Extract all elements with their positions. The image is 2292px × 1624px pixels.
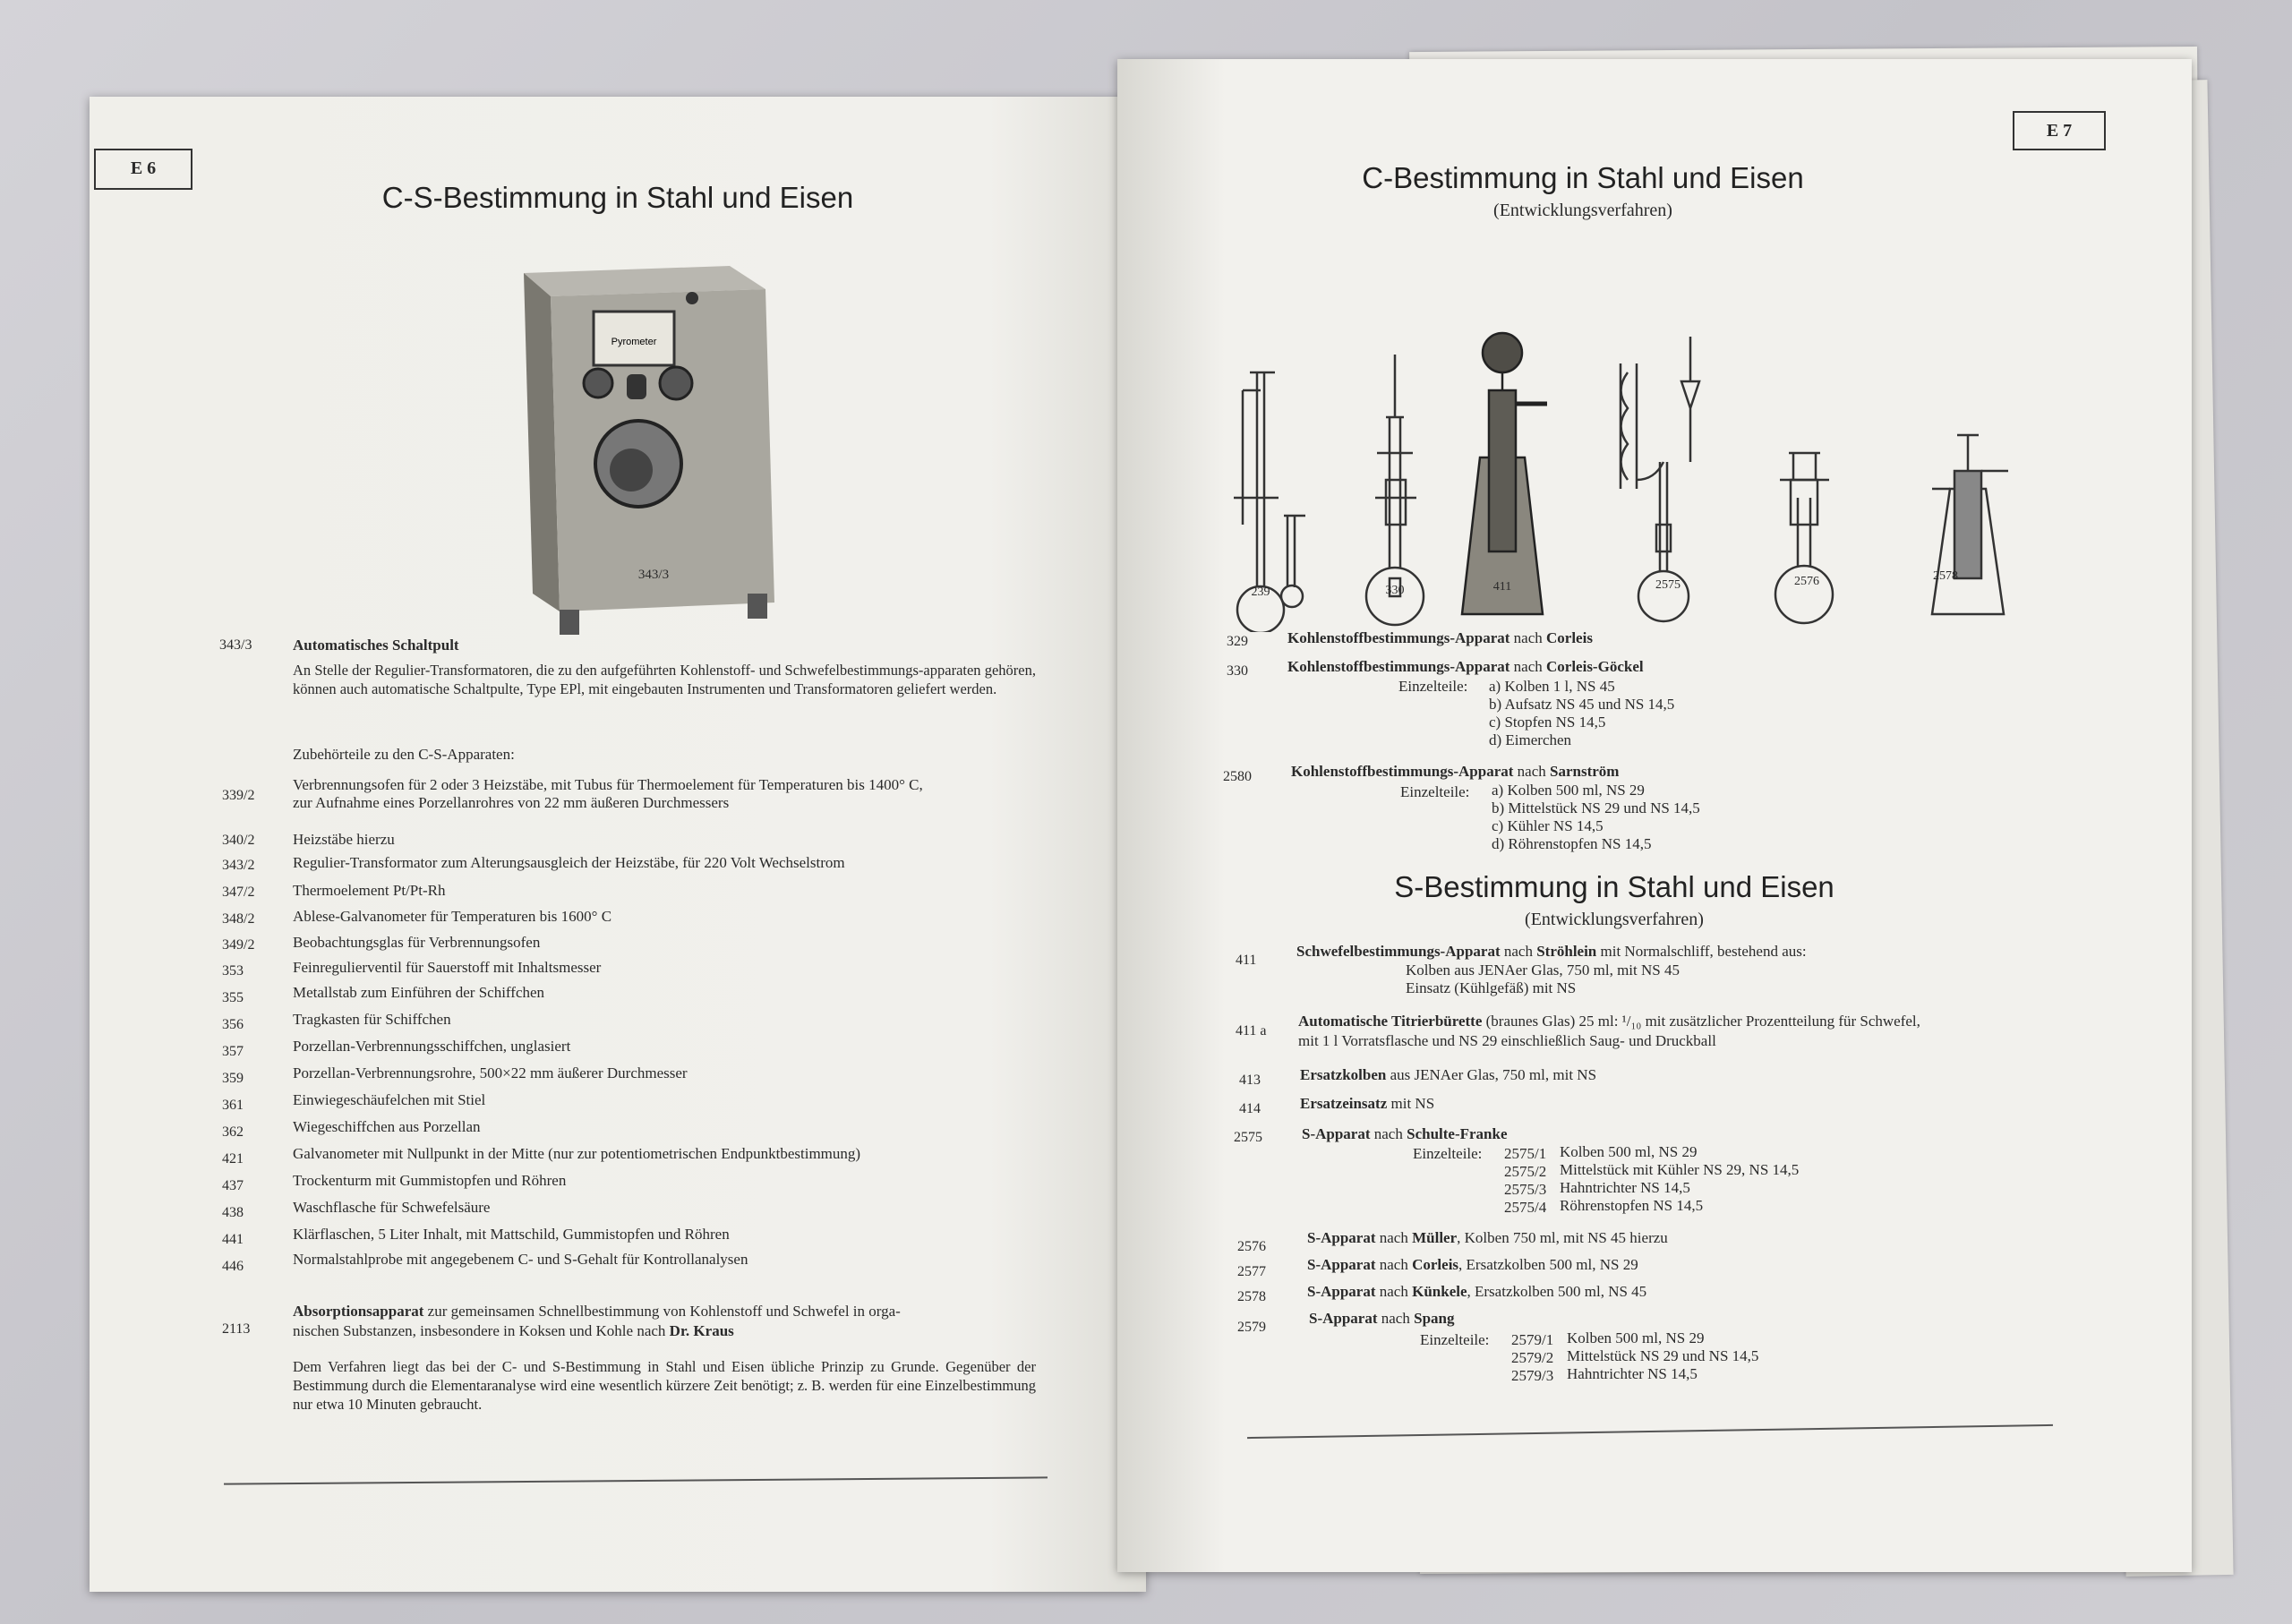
entry-413	[1300, 1065, 1596, 1084]
part-item: Kolben 500 ml, NS 29	[1560, 1143, 1698, 1160]
apparatus-label: 2578	[1933, 569, 1958, 583]
entry-conjunction: nach	[1375, 1229, 1413, 1246]
entry-2579	[1309, 1309, 1454, 1328]
item-number: 353	[222, 963, 244, 979]
part-number: 2579/1	[1511, 1331, 1554, 1348]
entry-number: 2578	[1237, 1289, 1266, 1304]
entry-text: aus JENAer Glas, 750 ml, mit NS	[1386, 1066, 1597, 1083]
entry-title: Ersatzeinsatz	[1300, 1095, 1388, 1112]
entry-conjunction: nach	[1377, 1310, 1415, 1327]
item-text: Thermoelement Pt/Pt-Rh	[293, 882, 446, 899]
left-page	[90, 97, 1146, 1592]
entry-line: mit 1 l Vorratsflasche und NS 29 einschließlich Saug- und Druckball	[1298, 1032, 1716, 1049]
item-number: 339/2	[222, 788, 255, 803]
entry-number: 414	[1239, 1101, 1261, 1116]
bottom-rule	[1247, 1424, 2053, 1439]
parts-label: Einzelteile:	[1413, 1145, 1483, 1162]
item-text: Wiegeschiffchen aus Porzellan	[293, 1118, 481, 1135]
entry-title: S-Apparat	[1309, 1310, 1378, 1327]
section-title-s: S-Bestimmung in Stahl und Eisen	[1394, 870, 1834, 903]
schaltpult-photo	[506, 262, 846, 656]
item-text: Feinregulierventil für Sauerstoff mit Inhaltsmesser	[293, 959, 602, 976]
item-text: Verbrennungsofen für 2 oder 3 Heizstäbe, mit Tubus für Thermoelement für Temperaturen bis 1400° C,	[293, 776, 923, 793]
item-number: 357	[222, 1044, 244, 1059]
entry-conjunction: nach	[1375, 1256, 1413, 1273]
item-text: Ablese-Galvanometer für Temperaturen bis 1600° C	[293, 908, 612, 925]
item-number: 359	[222, 1071, 244, 1086]
entry-number: 329	[1227, 634, 1248, 649]
entry-2575	[1302, 1124, 1508, 1143]
entry-number: 411 a	[1236, 1023, 1267, 1039]
entry-title: Ersatzkolben	[1300, 1066, 1387, 1083]
entry-text: , Ersatzkolben 500 ml, NS 45	[1467, 1283, 1647, 1300]
apparatus-label: 2575	[1655, 578, 1681, 592]
parts-label: Einzelteile:	[1398, 678, 1468, 695]
entry-author: Corleis-Göckel	[1546, 658, 1644, 675]
item-number: 343/2	[222, 858, 255, 873]
apparatus-label: 239	[1251, 585, 1270, 599]
item-text: Tragkasten für Schiffchen	[293, 1011, 451, 1028]
entry-title: Automatische Titrierbürette	[1298, 1013, 1483, 1030]
entry-title: Schwefelbestimmungs-Apparat	[1296, 943, 1501, 960]
entry-text: , Kolben 750 ml, mit NS 45 hierzu	[1457, 1229, 1668, 1246]
apparatus-2576-drawing	[1775, 453, 1833, 623]
item-text: Trockenturm mit Gummistopfen und Röhren	[293, 1172, 567, 1189]
item-text: Klärflaschen, 5 Liter Inhalt, mit Mattschild, Gummistopfen und Röhren	[293, 1226, 730, 1243]
entry-text-continued: nischen Substanzen, insbesondere in Koksen und Kohle nach	[293, 1322, 670, 1339]
entry-number: 2575	[1234, 1130, 1262, 1145]
entry-number: 413	[1239, 1073, 1261, 1088]
entry-author: Spang	[1414, 1310, 1455, 1327]
part-item: d) Röhrenstopfen NS 14,5	[1492, 835, 1652, 852]
item-text: Porzellan-Verbrennungsrohre, 500×22 mm äußerer Durchmesser	[293, 1064, 688, 1081]
item-text: Heizstäbe hierzu	[293, 831, 395, 848]
item-number: 349/2	[222, 937, 255, 953]
item-number: 421	[222, 1151, 244, 1167]
part-number: 2575/1	[1504, 1145, 1547, 1162]
item-text: Normalstahlprobe mit angegebenem C- und S-Gehalt für Kontrollanalysen	[293, 1251, 748, 1268]
part-item: Röhrenstopfen NS 14,5	[1560, 1197, 1704, 1214]
entry-2113-line2	[293, 1321, 734, 1340]
parts-label: Einzelteile:	[1400, 783, 1470, 800]
item-number: 347/2	[222, 885, 255, 900]
entry-conjunction: nach	[1509, 629, 1546, 646]
entry-author: Ströhlein	[1536, 943, 1597, 960]
entry-line: Kolben aus JENAer Glas, 750 ml, mit NS 45	[1406, 962, 1680, 979]
apparatus-label: 2576	[1794, 575, 1819, 588]
item-number: 355	[222, 990, 244, 1005]
entry-411	[1296, 942, 1807, 961]
entry-text: (braunes Glas) 25 ml: ¹/₁₀ mit zusätzlicher Prozentteilung für Schwefel,	[1482, 1013, 1920, 1030]
part-item: c) Stopfen NS 14,5	[1489, 714, 1606, 731]
entry-number: 2577	[1237, 1264, 1266, 1279]
entry-author: Müller	[1412, 1229, 1458, 1246]
apparatus-label: 411	[1492, 580, 1512, 594]
entry-2577	[1307, 1255, 1638, 1274]
item-number: 362	[222, 1124, 244, 1140]
entry-2580	[1291, 762, 1619, 781]
page-label: E 6	[94, 149, 192, 190]
part-item: d) Eimerchen	[1489, 731, 1572, 748]
item-text: Einwiegeschäufelchen mit Stiel	[293, 1091, 486, 1108]
part-item: Kolben 500 ml, NS 29	[1567, 1329, 1705, 1346]
entry-411a	[1298, 1012, 1920, 1030]
entry-title: S-Apparat	[1302, 1125, 1371, 1142]
meter-label: Pyrometer	[611, 337, 657, 347]
part-item: c) Kühler NS 14,5	[1492, 817, 1604, 834]
part-number: 2575/4	[1504, 1199, 1547, 1216]
entry-414	[1300, 1094, 1434, 1113]
item-number: 348/2	[222, 911, 255, 927]
item-number: 437	[222, 1178, 244, 1193]
section-subtitle-s: (Entwicklungsverfahren)	[1525, 910, 1704, 929]
part-item: a) Kolben 1 l, NS 45	[1489, 678, 1615, 695]
entry-text: mit NS	[1387, 1095, 1435, 1112]
entry-text: , Ersatzkolben 500 ml, NS 29	[1458, 1256, 1638, 1273]
section-subtitle-c: (Entwicklungsverfahren)	[1493, 201, 1672, 220]
entry-title: Absorptionsapparat	[293, 1303, 424, 1320]
entry-330	[1287, 657, 1644, 676]
page-title: C-S-Bestimmung in Stahl und Eisen	[381, 181, 854, 214]
bottom-rule	[224, 1476, 1048, 1484]
entry-title: S-Apparat	[1307, 1229, 1376, 1246]
entry-329	[1287, 628, 1593, 647]
entry-number: 2579	[1237, 1320, 1266, 1335]
part-item: b) Aufsatz NS 45 und NS 14,5	[1489, 696, 1675, 713]
entry-title: Kohlenstoffbestimmungs-Apparat	[1287, 658, 1510, 675]
entry-2113-line1	[293, 1302, 901, 1321]
entry-title: Kohlenstoffbestimmungs-Apparat	[1287, 629, 1510, 646]
item-text: Beobachtungsglas für Verbrennungsofen	[293, 934, 541, 951]
entry-conjunction: nach	[1500, 943, 1537, 960]
part-number: 2575/2	[1504, 1163, 1547, 1180]
item-number: 361	[222, 1098, 244, 1113]
entry-text: mit Normalschliff, bestehend aus:	[1596, 943, 1807, 960]
item-text: Metallstab zum Einführen der Schiffchen	[293, 984, 545, 1001]
entry-number: 2580	[1223, 769, 1252, 784]
item-number: 441	[222, 1232, 244, 1247]
part-item: Hahntrichter NS 14,5	[1567, 1365, 1698, 1382]
item-number: 356	[222, 1017, 244, 1032]
parts-label: Einzelteile:	[1420, 1331, 1490, 1348]
item-text: Waschflasche für Schwefelsäure	[293, 1199, 491, 1216]
part-item: a) Kolben 500 ml, NS 29	[1492, 782, 1645, 799]
item-text: Galvanometer mit Nullpunkt in der Mitte (nur zur potentiometrischen Endpunktbestimmung)	[293, 1145, 861, 1162]
entry-title: S-Apparat	[1307, 1256, 1376, 1273]
entry-author: Künkele	[1412, 1283, 1467, 1300]
entry-number: 343/3	[219, 637, 252, 653]
part-item: Mittelstück mit Kühler NS 29, NS 14,5	[1560, 1161, 1800, 1178]
entry-author: Sarnström	[1550, 763, 1620, 780]
apparatus-2578-drawing	[1932, 435, 2008, 614]
entry-number: 2576	[1237, 1239, 1266, 1254]
entry-title: Kohlenstoffbestimmungs-Apparat	[1291, 763, 1514, 780]
section-title-c: C-Bestimmung in Stahl und Eisen	[1362, 161, 1804, 194]
item-text: Regulier-Transformator zum Alterungsausgleich der Heizstäbe, für 220 Volt Wechselstrom	[293, 854, 845, 871]
apparatus-label: 330	[1385, 584, 1405, 597]
entry-text: zur gemeinsamen Schnellbestimmung von Kohlenstoff und Schwefel in orga-	[423, 1303, 901, 1320]
entry-author: Schulte-Franke	[1407, 1125, 1508, 1142]
part-item: Hahntrichter NS 14,5	[1560, 1179, 1690, 1196]
item-number: 446	[222, 1259, 244, 1274]
part-number: 2579/2	[1511, 1349, 1554, 1366]
part-number: 2579/3	[1511, 1367, 1554, 1384]
entry-author: Corleis	[1412, 1256, 1459, 1273]
entry-2578	[1307, 1282, 1646, 1301]
entry-conjunction: nach	[1375, 1283, 1413, 1300]
image-caption: 343/3	[637, 568, 670, 582]
entry-author: Corleis	[1546, 629, 1593, 646]
entry-author: Dr. Kraus	[669, 1322, 734, 1339]
part-item: Mittelstück NS 29 und NS 14,5	[1567, 1347, 1759, 1364]
entry-line: Einsatz (Kühlgefäß) mit NS	[1406, 979, 1577, 996]
part-number: 2575/3	[1504, 1181, 1547, 1198]
item-text-continued: zur Aufnahme eines Porzellanrohres von 22 mm äußeren Durchmessers	[293, 794, 730, 811]
entry-2576	[1307, 1228, 1668, 1247]
entry-number: 411	[1236, 953, 1257, 968]
entry-conjunction: nach	[1370, 1125, 1407, 1142]
part-item: b) Mittelstück NS 29 und NS 14,5	[1492, 799, 1700, 816]
right-page	[1117, 59, 2192, 1572]
closing-paragraph: Dem Verfahren liegt das bei der C- und S-Bestimmung in Stahl und Eisen übliche Prinzip zu Grunde. Gegenüber der Bestimmung durch die Elementaranalyse wird eine wesentlich kürzere Zeit benötigt; z. B. werden für eine Einzelbestimmung nur etwa 10 Minuten gebraucht.	[293, 1358, 1036, 1413]
accessories-heading: Zubehörteile zu den C-S-Apparaten:	[293, 746, 515, 763]
entry-title: S-Apparat	[1307, 1283, 1376, 1300]
page-label: E 7	[2013, 111, 2106, 150]
item-text: Porzellan-Verbrennungsschiffchen, unglasiert	[293, 1038, 571, 1055]
entry-conjunction: nach	[1513, 763, 1550, 780]
entry-conjunction: nach	[1509, 658, 1546, 675]
entry-number: 330	[1227, 663, 1248, 679]
item-number: 340/2	[222, 833, 255, 848]
entry-title: Automatisches Schaltpult	[293, 637, 459, 654]
intro-paragraph: An Stelle der Regulier-Transformatoren, die zu den aufgeführten Kohlenstoff- und Schwefelbestimmungs-apparaten gehören, können auch automatische Schaltpulte, Type EPl, mit eingebauten Instrumenten und Transformatoren geliefert werden.	[293, 662, 1036, 697]
item-number: 438	[222, 1205, 244, 1220]
apparatus-411-drawing	[1462, 333, 1547, 614]
entry-number: 2113	[222, 1321, 251, 1337]
